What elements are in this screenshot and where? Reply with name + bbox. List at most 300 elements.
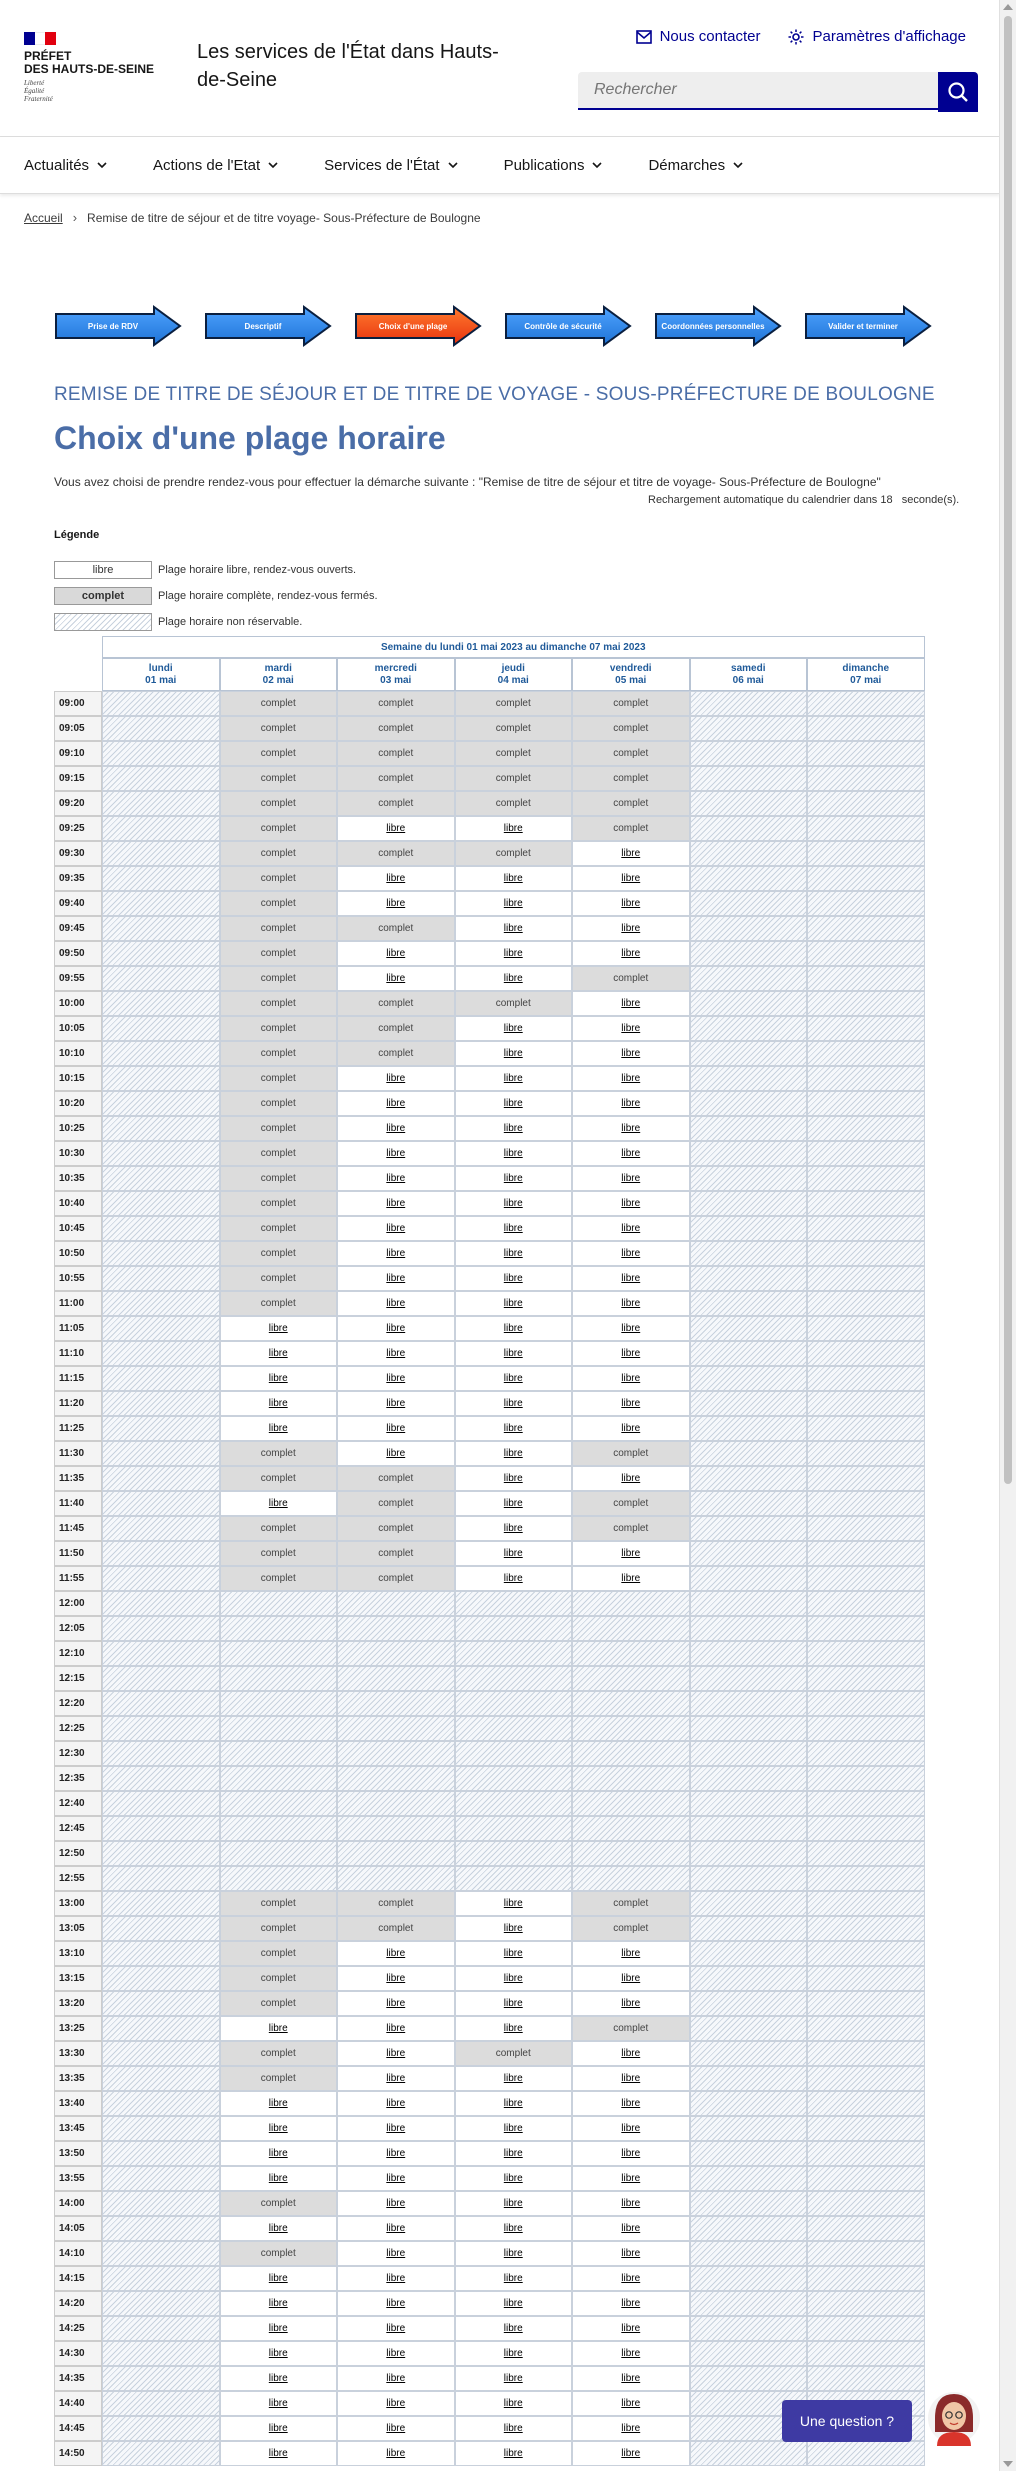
slot-libre-link[interactable]: libre <box>621 2048 641 2059</box>
slot-non-reservable <box>102 816 220 841</box>
slot-libre-link[interactable]: libre <box>386 873 406 884</box>
slot-libre-link[interactable]: libre <box>621 1073 641 1084</box>
slot-non-reservable <box>102 1541 220 1566</box>
slot-libre-link[interactable]: libre <box>503 1898 523 1909</box>
slot-libre-link[interactable]: libre <box>268 2273 288 2284</box>
slot-libre-link[interactable]: libre <box>503 2173 523 2184</box>
slot-libre-link[interactable]: libre <box>621 848 641 859</box>
slot-libre-link[interactable]: libre <box>621 1998 641 2009</box>
slot-libre-link[interactable]: libre <box>621 1298 641 1309</box>
slot-libre-link[interactable]: libre <box>386 1973 406 1984</box>
slot-libre-link[interactable]: libre <box>503 2098 523 2109</box>
slot-non-reservable <box>102 2366 220 2391</box>
slot-libre <box>337 2266 455 2291</box>
slot-non-reservable <box>807 1141 925 1166</box>
slot-libre-link[interactable]: libre <box>386 2198 406 2209</box>
slot-libre-link[interactable]: libre <box>621 2273 641 2284</box>
slot-libre-link[interactable]: libre <box>268 1423 288 1434</box>
slot-libre-link[interactable]: libre <box>503 2423 523 2434</box>
time-slot-row <box>54 1066 925 1091</box>
slot-libre-link[interactable]: libre <box>621 1098 641 1109</box>
slot-libre <box>337 1241 455 1266</box>
slot-complet: complet <box>220 891 338 916</box>
time-slot-row <box>54 891 925 916</box>
slot-non-reservable <box>102 1341 220 1366</box>
slot-libre <box>572 1141 690 1166</box>
time-label: 09:00 <box>54 691 102 716</box>
slot-non-reservable <box>102 2116 220 2141</box>
slot-libre <box>572 2341 690 2366</box>
slot-libre-link[interactable]: libre <box>386 898 406 909</box>
time-label: 14:15 <box>54 2266 102 2291</box>
slot-non-reservable <box>572 1591 690 1616</box>
slot-libre-link[interactable]: libre <box>503 1523 523 1534</box>
time-label: 12:00 <box>54 1591 102 1616</box>
header-links <box>636 28 966 45</box>
slot-libre-link[interactable]: libre <box>386 2298 406 2309</box>
slot-libre-link[interactable]: libre <box>503 1448 523 1459</box>
time-label: 09:45 <box>54 916 102 941</box>
slot-libre-link[interactable]: libre <box>386 1273 406 1284</box>
slot-non-reservable <box>807 1191 925 1216</box>
slot-libre-link[interactable]: libre <box>503 823 523 834</box>
slot-libre-link[interactable]: libre <box>503 1473 523 1484</box>
slot-libre-link[interactable]: libre <box>503 973 523 984</box>
slot-libre-link[interactable]: libre <box>503 2448 523 2459</box>
slot-non-reservable <box>807 1116 925 1141</box>
slot-libre <box>455 2166 573 2191</box>
slot-non-reservable <box>690 2341 808 2366</box>
slot-libre-link[interactable]: libre <box>268 2448 288 2459</box>
slot-libre-link[interactable]: libre <box>386 1323 406 1334</box>
slot-complet: complet <box>220 2191 338 2216</box>
search-button[interactable] <box>938 72 978 112</box>
slot-libre-link[interactable]: libre <box>621 2448 641 2459</box>
slot-libre-link[interactable]: libre <box>503 1073 523 1084</box>
slot-non-reservable <box>807 1391 925 1416</box>
slot-libre-link[interactable]: libre <box>503 2323 523 2334</box>
slot-libre-link[interactable]: libre <box>268 2023 288 2034</box>
nav-item[interactable] <box>504 157 603 174</box>
day-name: dimanche <box>842 662 890 674</box>
slot-complet: complet <box>337 916 455 941</box>
step-1 <box>54 305 182 347</box>
slot-libre-link[interactable]: libre <box>621 1373 641 1384</box>
nav-item[interactable] <box>648 157 743 174</box>
slot-non-reservable <box>102 2316 220 2341</box>
slot-non-reservable <box>690 1041 808 1066</box>
contact-link[interactable] <box>636 28 761 45</box>
slot-libre-link[interactable]: libre <box>503 1223 523 1234</box>
slot-libre-link[interactable]: libre <box>503 1548 523 1559</box>
slot-libre-link[interactable]: libre <box>503 1173 523 1184</box>
slot-libre-link[interactable]: libre <box>268 2098 288 2109</box>
slot-libre-link[interactable]: libre <box>503 2298 523 2309</box>
slot-libre-link[interactable]: libre <box>621 1548 641 1559</box>
slot-libre-link[interactable]: libre <box>621 2073 641 2084</box>
time-label: 14:35 <box>54 2366 102 2391</box>
slot-libre-link[interactable]: libre <box>386 1448 406 1459</box>
slot-libre-link[interactable]: libre <box>268 1323 288 1334</box>
slot-libre-link[interactable]: libre <box>503 1573 523 1584</box>
slot-complet: complet <box>337 716 455 741</box>
slot-libre-link[interactable]: libre <box>621 1123 641 1134</box>
slot-libre-link[interactable]: libre <box>386 1223 406 1234</box>
slot-libre-link[interactable]: libre <box>621 1973 641 1984</box>
slot-libre-link[interactable]: libre <box>503 1498 523 1509</box>
slot-libre-link[interactable]: libre <box>268 1348 288 1359</box>
slot-libre-link[interactable]: libre <box>386 2248 406 2259</box>
time-label: 12:50 <box>54 1841 102 1866</box>
time-slot-row <box>54 1316 925 1341</box>
slot-libre-link[interactable]: libre <box>621 1173 641 1184</box>
slot-libre-link[interactable]: libre <box>386 2398 406 2409</box>
slot-non-reservable <box>220 1866 338 1891</box>
step-5 <box>654 305 782 347</box>
slot-libre-link[interactable]: libre <box>503 2023 523 2034</box>
slot-non-reservable <box>690 991 808 1016</box>
slot-libre-link[interactable]: libre <box>621 2423 641 2434</box>
slot-non-reservable <box>807 1166 925 1191</box>
slot-non-reservable <box>102 1941 220 1966</box>
chevron-down-icon <box>592 161 602 169</box>
slot-libre-link[interactable]: libre <box>503 873 523 884</box>
slot-libre-link[interactable]: libre <box>503 1298 523 1309</box>
slot-libre-link[interactable]: libre <box>503 1423 523 1434</box>
slot-non-reservable <box>690 1216 808 1241</box>
slot-libre <box>572 1966 690 1991</box>
slot-libre-link[interactable]: libre <box>386 2348 406 2359</box>
slot-libre <box>455 1966 573 1991</box>
slot-libre-link[interactable]: libre <box>268 2423 288 2434</box>
scroll-down-arrow-icon[interactable] <box>1003 2461 1013 2467</box>
chevron-down-icon <box>733 161 743 169</box>
slot-libre-link[interactable]: libre <box>503 1098 523 1109</box>
slot-libre-link[interactable]: libre <box>386 973 406 984</box>
slot-libre-link[interactable]: libre <box>386 2323 406 2334</box>
chatbot-avatar-icon[interactable] <box>927 2388 981 2446</box>
slot-complet: complet <box>455 741 573 766</box>
slot-libre-link[interactable]: libre <box>621 2298 641 2309</box>
slot-libre-link[interactable]: libre <box>621 1223 641 1234</box>
slot-libre <box>572 1116 690 1141</box>
nav-item-label: Publications <box>503 156 585 174</box>
slot-libre-link[interactable]: libre <box>503 1373 523 1384</box>
slot-libre-link[interactable]: libre <box>503 2248 523 2259</box>
breadcrumb-current: Remise de titre de séjour et de titre voyage- Sous-Préfecture de Boulogne <box>87 210 481 225</box>
slot-libre-link[interactable]: libre <box>621 2148 641 2159</box>
slot-libre-link[interactable]: libre <box>621 923 641 934</box>
mail-icon <box>636 30 652 44</box>
slot-libre-link[interactable]: libre <box>386 1373 406 1384</box>
time-slot-row <box>54 1916 925 1941</box>
time-slot-row <box>54 2066 925 2091</box>
slot-libre-link[interactable]: libre <box>621 998 641 1009</box>
slot-libre-link[interactable]: libre <box>386 1248 406 1259</box>
slot-libre-link[interactable]: libre <box>621 2348 641 2359</box>
slot-non-reservable <box>220 1641 338 1666</box>
slot-libre-link[interactable]: libre <box>503 2073 523 2084</box>
slot-libre-link[interactable]: libre <box>386 948 406 959</box>
nav-item[interactable] <box>324 157 457 174</box>
step-6 <box>804 305 932 347</box>
slot-libre-link[interactable]: libre <box>621 873 641 884</box>
legend-libre <box>54 561 356 579</box>
slot-libre-link[interactable]: libre <box>503 923 523 934</box>
slot-libre-link[interactable]: libre <box>503 2148 523 2159</box>
slot-libre-link[interactable]: libre <box>503 1323 523 1334</box>
slot-libre-link[interactable]: libre <box>386 2373 406 2384</box>
slot-non-reservable <box>807 1566 925 1591</box>
slot-libre-link[interactable]: libre <box>386 2173 406 2184</box>
slot-libre-link[interactable]: libre <box>268 1498 288 1509</box>
page-scrollbar[interactable] <box>999 0 1016 2471</box>
slot-libre-link[interactable]: libre <box>621 1948 641 1959</box>
legend-nr-box <box>54 613 152 631</box>
slot-libre-link[interactable]: libre <box>268 1398 288 1409</box>
slot-libre-link[interactable]: libre <box>621 2248 641 2259</box>
slot-non-reservable <box>807 966 925 991</box>
slot-non-reservable <box>690 2091 808 2116</box>
intro-text: Vous avez choisi de prendre rendez-vous pour effectuer la démarche suivante : "Remise de titre de séjour et titre de voyage- Sous-Préfecture de Boulogne" <box>54 475 881 489</box>
slot-libre-link[interactable]: libre <box>386 1073 406 1084</box>
slot-libre <box>455 2141 573 2166</box>
slot-non-reservable <box>102 1891 220 1916</box>
slot-libre-link[interactable]: libre <box>386 1423 406 1434</box>
time-label: 09:35 <box>54 866 102 891</box>
breadcrumb-home[interactable]: Accueil <box>24 210 63 225</box>
slot-non-reservable <box>690 1516 808 1541</box>
slot-libre-link[interactable]: libre <box>268 2223 288 2234</box>
slot-libre-link[interactable]: libre <box>621 1248 641 1259</box>
slot-non-reservable <box>807 2316 925 2341</box>
slot-libre-link[interactable]: libre <box>268 2298 288 2309</box>
slot-complet: complet <box>337 741 455 766</box>
slot-libre-link[interactable]: libre <box>503 1123 523 1134</box>
slot-libre-link[interactable]: libre <box>386 1148 406 1159</box>
slot-libre <box>337 966 455 991</box>
step-4 <box>504 305 632 347</box>
slot-libre-link[interactable]: libre <box>621 2323 641 2334</box>
slot-libre <box>337 2141 455 2166</box>
slot-libre-link[interactable]: libre <box>503 1023 523 1034</box>
day-header <box>690 658 808 691</box>
slot-libre-link[interactable]: libre <box>386 1123 406 1134</box>
slot-libre-link[interactable]: libre <box>386 2273 406 2284</box>
slot-libre-link[interactable]: libre <box>503 2198 523 2209</box>
slot-non-reservable <box>690 1166 808 1191</box>
slot-libre-link[interactable]: libre <box>268 2348 288 2359</box>
nav-item[interactable] <box>24 157 107 174</box>
slot-libre <box>572 2066 690 2091</box>
slot-non-reservable <box>807 1591 925 1616</box>
slot-libre-link[interactable]: libre <box>621 2198 641 2209</box>
slot-complet: complet <box>220 1141 338 1166</box>
time-label: 11:00 <box>54 1291 102 1316</box>
slot-libre-link[interactable]: libre <box>386 2423 406 2434</box>
slot-libre-link[interactable]: libre <box>621 1423 641 1434</box>
slot-libre-link[interactable]: libre <box>268 2148 288 2159</box>
slot-libre-link[interactable]: libre <box>386 2073 406 2084</box>
slot-libre-link[interactable]: libre <box>621 1348 641 1359</box>
slot-libre-link[interactable]: libre <box>503 1198 523 1209</box>
slot-libre-link[interactable]: libre <box>386 1998 406 2009</box>
slot-libre-link[interactable]: libre <box>386 2023 406 2034</box>
slot-libre-link[interactable]: libre <box>621 1398 641 1409</box>
slot-libre-link[interactable]: libre <box>503 948 523 959</box>
slot-libre <box>572 1941 690 1966</box>
slot-non-reservable <box>102 791 220 816</box>
scroll-up-arrow-icon[interactable] <box>1003 4 1013 10</box>
slot-libre-link[interactable]: libre <box>503 1398 523 1409</box>
slot-libre-link[interactable]: libre <box>503 2373 523 2384</box>
time-slot-row <box>54 2241 925 2266</box>
slot-libre-link[interactable]: libre <box>621 1273 641 1284</box>
slot-libre-link[interactable]: libre <box>386 1198 406 1209</box>
slot-complet: complet <box>572 791 690 816</box>
slot-libre-link[interactable]: libre <box>621 2173 641 2184</box>
slot-non-reservable <box>690 1741 808 1766</box>
slot-libre-link[interactable]: libre <box>386 1398 406 1409</box>
time-label: 11:30 <box>54 1441 102 1466</box>
slot-non-reservable <box>102 1991 220 2016</box>
slot-non-reservable <box>690 1291 808 1316</box>
slot-non-reservable <box>102 1791 220 1816</box>
slot-complet: complet <box>455 2041 573 2066</box>
slot-libre-link[interactable]: libre <box>386 2123 406 2134</box>
slot-complet: complet <box>220 1466 338 1491</box>
slot-libre-link[interactable]: libre <box>503 1148 523 1159</box>
slot-libre-link[interactable]: libre <box>268 2323 288 2334</box>
slot-libre-link[interactable]: libre <box>621 2398 641 2409</box>
slot-non-reservable <box>102 1241 220 1266</box>
slot-libre <box>337 1441 455 1466</box>
slot-non-reservable <box>572 1766 690 1791</box>
slot-libre-link[interactable]: libre <box>268 2373 288 2384</box>
time-label: 10:45 <box>54 1216 102 1241</box>
slot-libre-link[interactable]: libre <box>503 1273 523 1284</box>
slot-libre-link[interactable]: libre <box>386 1348 406 1359</box>
slot-libre-link[interactable]: libre <box>386 1173 406 1184</box>
slot-libre-link[interactable]: libre <box>386 2048 406 2059</box>
slot-libre-link[interactable]: libre <box>621 898 641 909</box>
slot-libre-link[interactable]: libre <box>503 1348 523 1359</box>
procedure-title: REMISE DE TITRE DE SÉJOUR ET DE TITRE DE VOYAGE - SOUS-PRÉFECTURE DE BOULOGNE <box>54 384 935 405</box>
slot-libre-link[interactable]: libre <box>503 2123 523 2134</box>
slot-non-reservable <box>102 1441 220 1466</box>
slot-libre-link[interactable]: libre <box>621 1473 641 1484</box>
slot-libre-link[interactable]: libre <box>503 1923 523 1934</box>
slot-libre-link[interactable]: libre <box>503 898 523 909</box>
slot-libre-link[interactable]: libre <box>503 1998 523 2009</box>
slot-libre-link[interactable]: libre <box>503 1048 523 1059</box>
slot-libre <box>220 2141 338 2166</box>
slot-libre-link[interactable]: libre <box>621 948 641 959</box>
display-settings-link[interactable] <box>788 28 966 45</box>
slot-libre-link[interactable]: libre <box>386 1298 406 1309</box>
slot-libre-link[interactable]: libre <box>621 1323 641 1334</box>
time-slot-row <box>54 2041 925 2066</box>
slot-libre-link[interactable]: libre <box>621 1198 641 1209</box>
day-name: lundi <box>148 662 173 674</box>
slot-libre-link[interactable]: libre <box>621 2373 641 2384</box>
slot-complet: complet <box>220 816 338 841</box>
slot-libre-link[interactable]: libre <box>386 1098 406 1109</box>
chat-button[interactable]: Une question ? <box>782 2400 912 2442</box>
slot-libre-link[interactable]: libre <box>386 823 406 834</box>
slot-non-reservable <box>807 1266 925 1291</box>
slot-complet: complet <box>455 991 573 1016</box>
slot-non-reservable <box>102 691 220 716</box>
slot-libre-link[interactable]: libre <box>386 2448 406 2459</box>
site-title[interactable]: Les services de l'État dans Hauts-de-Seine <box>197 41 499 91</box>
slot-libre-link[interactable]: libre <box>386 2148 406 2159</box>
slot-libre-link[interactable]: libre <box>503 2273 523 2284</box>
slot-libre-link[interactable]: libre <box>268 2173 288 2184</box>
slot-libre-link[interactable]: libre <box>621 2223 641 2234</box>
time-label: 14:05 <box>54 2216 102 2241</box>
slot-libre-link[interactable]: libre <box>621 1048 641 1059</box>
slot-libre-link[interactable]: libre <box>268 2123 288 2134</box>
slot-non-reservable <box>102 966 220 991</box>
time-slot-row <box>54 841 925 866</box>
time-label: 11:15 <box>54 1366 102 1391</box>
contact-label: Nous contacter <box>659 28 761 45</box>
slot-libre-link[interactable]: libre <box>268 1373 288 1384</box>
slot-complet: complet <box>337 841 455 866</box>
slot-libre-link[interactable]: libre <box>503 2223 523 2234</box>
slot-libre-link[interactable]: libre <box>621 1148 641 1159</box>
slot-libre-link[interactable]: libre <box>621 1023 641 1034</box>
nav-item[interactable] <box>153 157 278 174</box>
slot-non-reservable <box>572 1741 690 1766</box>
slot-non-reservable <box>690 1091 808 1116</box>
scrollbar-thumb[interactable] <box>1004 16 1012 1484</box>
time-slot-row <box>54 1666 925 1691</box>
slot-complet: complet <box>572 1516 690 1541</box>
prefet-logo[interactable] <box>24 32 174 103</box>
slot-complet: complet <box>572 966 690 991</box>
slot-non-reservable <box>807 1941 925 1966</box>
slot-complet: complet <box>220 1991 338 2016</box>
slot-libre-link[interactable]: libre <box>503 1248 523 1259</box>
slot-complet: complet <box>220 1266 338 1291</box>
day-date: 02 mai <box>262 674 294 686</box>
slot-libre-link[interactable]: libre <box>621 1573 641 1584</box>
slot-non-reservable <box>102 2216 220 2241</box>
main-navigation <box>0 137 1000 194</box>
slot-libre-link[interactable]: libre <box>503 2348 523 2359</box>
week-label: Semaine du lundi 01 mai 2023 au dimanche 07 mai 2023 <box>102 636 925 658</box>
slot-libre-link[interactable]: libre <box>386 1948 406 1959</box>
time-label: 10:10 <box>54 1041 102 1066</box>
slot-non-reservable <box>807 1541 925 1566</box>
search-input[interactable] <box>578 72 938 110</box>
slot-non-reservable <box>690 2141 808 2166</box>
slot-non-reservable <box>337 1616 455 1641</box>
slot-libre <box>572 2166 690 2191</box>
time-label: 09:05 <box>54 716 102 741</box>
slot-non-reservable <box>690 1116 808 1141</box>
slot-libre-link[interactable]: libre <box>268 2398 288 2409</box>
slot-libre-link[interactable]: libre <box>503 1948 523 1959</box>
slot-libre-link[interactable]: libre <box>621 2123 641 2134</box>
slot-libre-link[interactable]: libre <box>386 2098 406 2109</box>
slot-libre-link[interactable]: libre <box>386 2223 406 2234</box>
slot-libre-link[interactable]: libre <box>503 1973 523 1984</box>
slot-libre-link[interactable]: libre <box>503 2398 523 2409</box>
slot-libre-link[interactable]: libre <box>621 2098 641 2109</box>
